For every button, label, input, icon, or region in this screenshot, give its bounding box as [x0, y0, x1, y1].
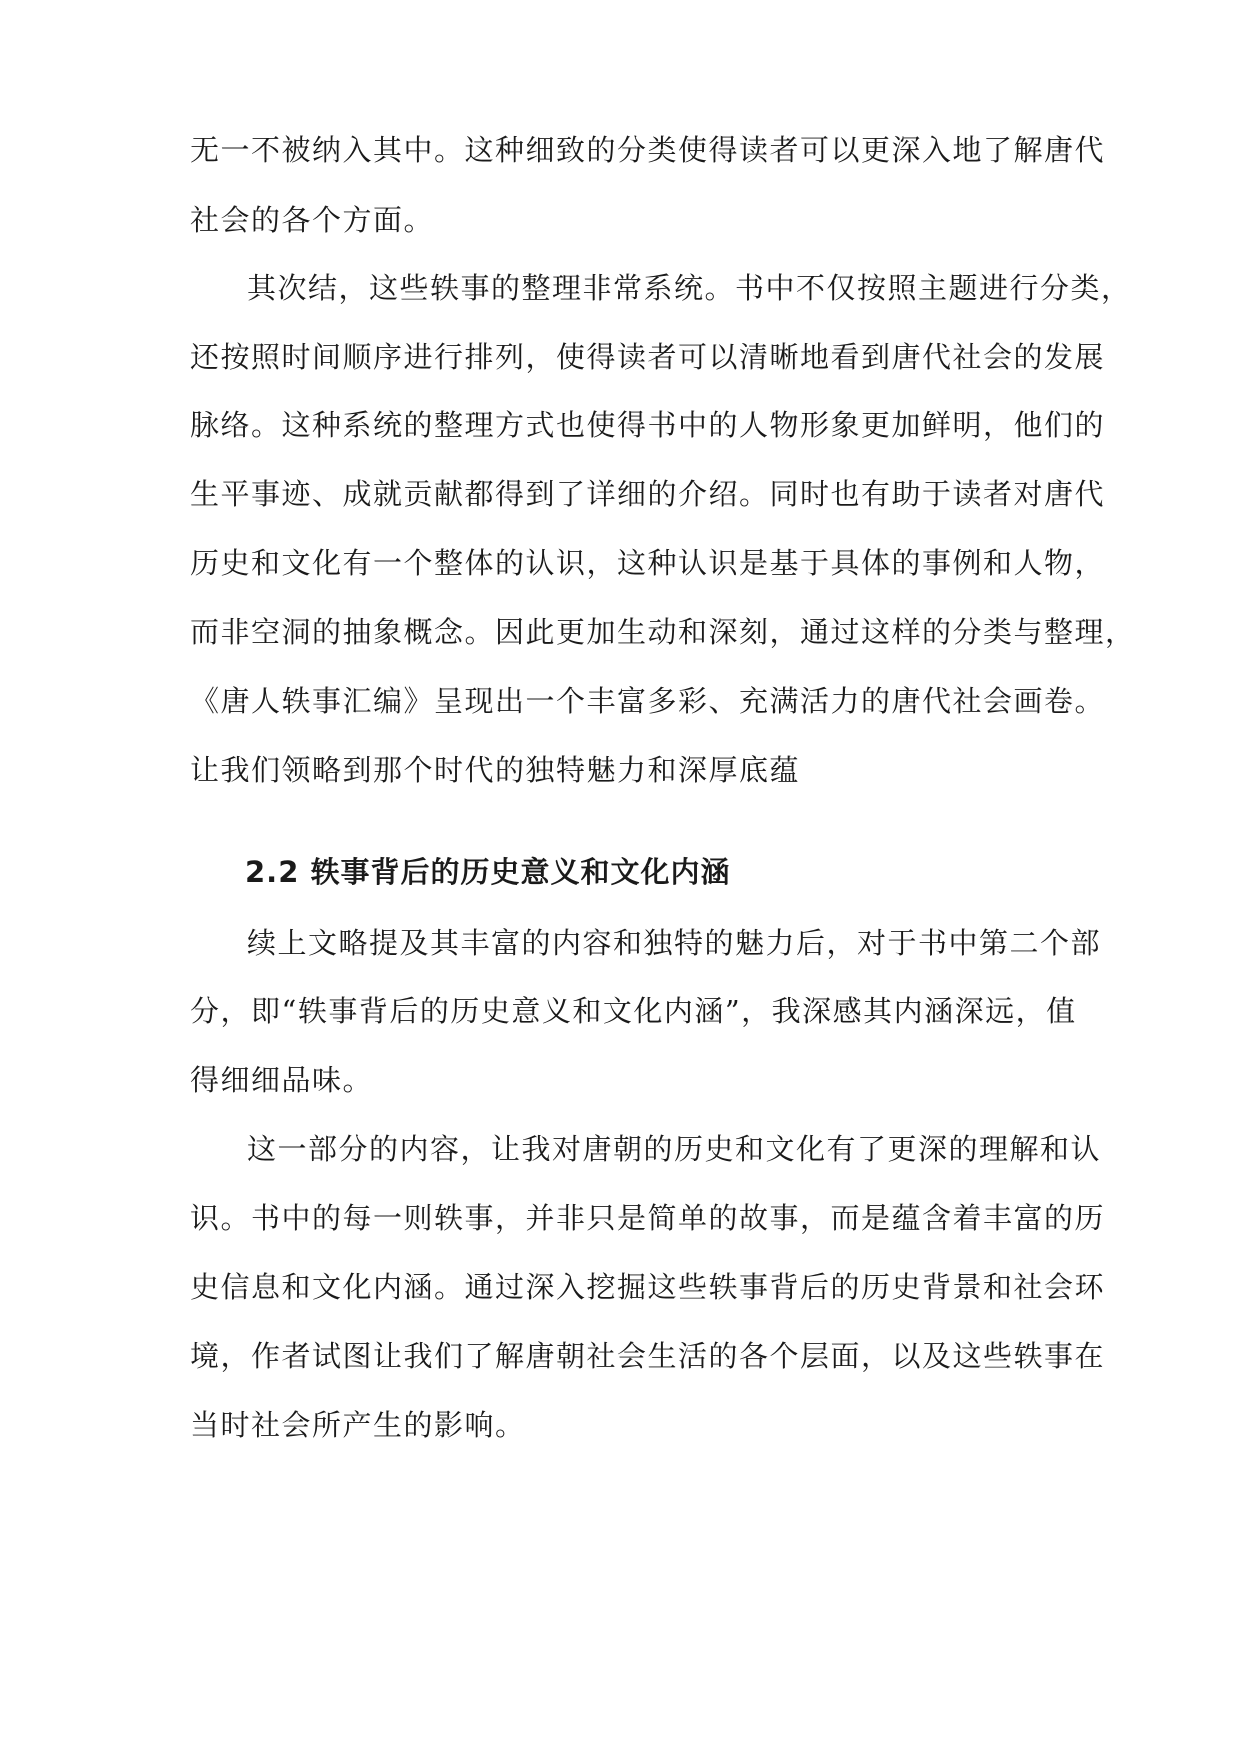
paragraph-4-line-4: 境，作者试图让我们了解唐朝社会生活的各个层面，以及这些轶事在 — [190, 1339, 1106, 1373]
paragraph-2-line-2: 还按照时间顺序进行排列，使得读者可以清晰地看到唐代社会的发展 — [190, 340, 1106, 374]
section-heading: 2.2 轶事背后的历史意义和文化内涵 — [245, 855, 731, 889]
paragraph-4-line-1: 这一部分的内容，让我对唐朝的历史和文化有了更深的理解和认 — [247, 1132, 1102, 1166]
paragraph-2-line-4: 生平事迹、成就贡献都得到了详细的介绍。同时也有助于读者对唐代 — [190, 477, 1106, 511]
paragraph-1-line-1: 无一不被纳入其中。这种细致的分类使得读者可以更深入地了解唐代 — [190, 133, 1106, 167]
paragraph-3-line-3: 得细细品味。 — [190, 1063, 374, 1097]
paragraph-2-line-7: 《唐人轶事汇编》呈现出一个丰富多彩、充满活力的唐代社会画卷。 — [190, 684, 1106, 718]
paragraph-3-line-1: 续上文略提及其丰富的内容和独特的魅力后，对于书中第二个部 — [247, 926, 1102, 960]
paragraph-2-line-5: 历史和文化有一个整体的认识，这种认识是基于具体的事例和人物， — [190, 546, 1106, 580]
paragraph-4-line-2: 识。书中的每一则轶事，并非只是简单的故事，而是蕴含着丰富的历 — [190, 1201, 1106, 1235]
paragraph-1-line-2: 社会的各个方面。 — [190, 203, 435, 237]
paragraph-3-line-2: 分，即“轶事背后的历史意义和文化内涵”，我深感其内涵深远，值 — [190, 994, 1077, 1028]
paragraph-4-line-3: 史信息和文化内涵。通过深入挖掘这些轶事背后的历史背景和社会环 — [190, 1270, 1106, 1304]
paragraph-4-line-5: 当时社会所产生的影响。 — [190, 1408, 526, 1442]
paragraph-2-line-1: 其次结，这些轶事的整理非常系统。书中不仅按照主题进行分类， — [247, 271, 1132, 305]
paragraph-2-line-6: 而非空洞的抽象概念。因此更加生动和深刻，通过这样的分类与整理， — [190, 615, 1136, 649]
paragraph-2-line-8: 让我们领略到那个时代的独特魅力和深厚底蕴 — [190, 753, 801, 787]
paragraph-2-line-3: 脉络。这种系统的整理方式也使得书中的人物形象更加鲜明，他们的 — [190, 408, 1106, 442]
